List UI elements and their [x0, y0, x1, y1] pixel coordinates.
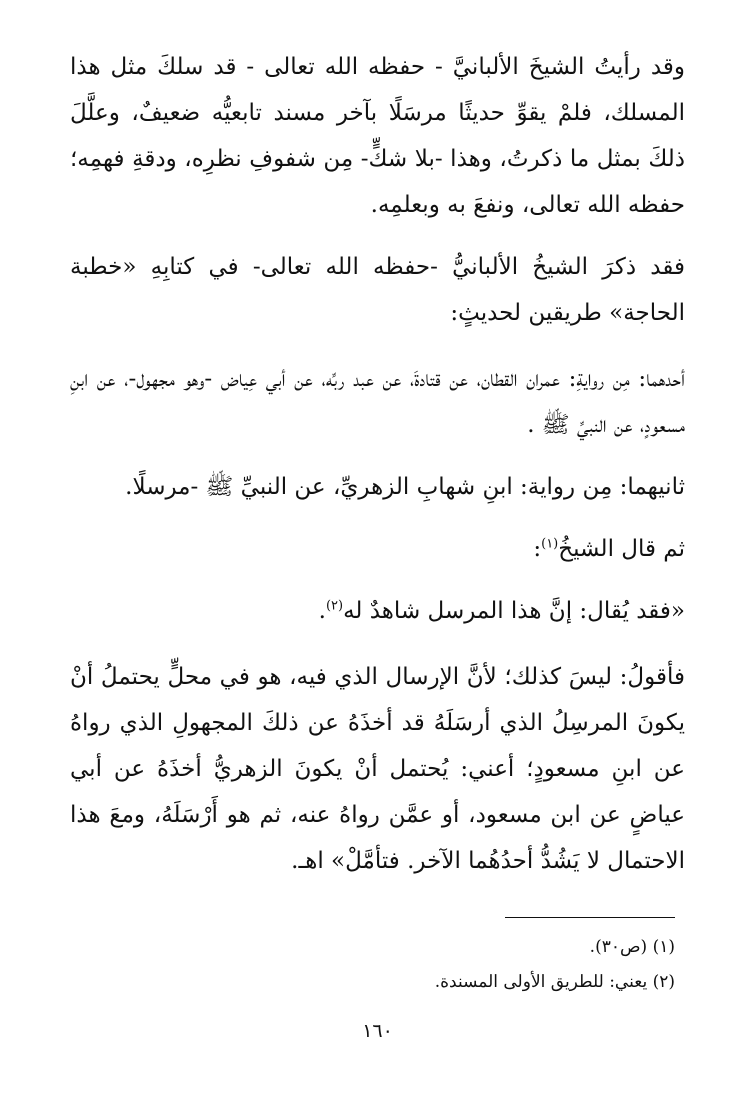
page-number: ١٦٠: [362, 1020, 393, 1042]
footnote-divider: [505, 917, 675, 918]
paragraph-intro: وقد رأيتُ الشيخَ الألبانيَّ - حفظه الله تعالى - قد سلكَ مثل هذا المسلك، فلمْ يقوِّ حديثًا مرسَلًا بآخر مسند تابعيُّه ضعيفٌ، وعلَّلَ ذلكَ بمثل ما ذكرتُ، وهذا -بلا شكٍّ- مِن شفوفِ نظرِه، ودقةِ فهمِه؛ حفظه الله تعالى، ونفعَ به وبعلمِه.: [70, 54, 685, 218]
paragraph-first-route: أحدهما: مِن روايةِ: عمران القطان، عن قتادةَ، عن عبد ربِّه، عن أبي عِياض -وهو مجهول-، عن ابنِ مسعودٍ، عن النبيِّ ﷺ .: [70, 366, 685, 438]
paragraph-quote: [70, 588, 685, 634]
footnotes: [70, 930, 675, 1000]
footnote-2: (٢) يعني: للطريق الأولى المسندة.: [434, 972, 675, 992]
paragraph-second-route: ثانيهما: مِن رواية: ابنِ شهابِ الزهريِّ، عن النبيِّ ﷺ -مرسلًا.: [125, 474, 685, 500]
sheikh-said-colon: :: [533, 536, 542, 562]
paragraph-sheikh-said: [70, 526, 685, 572]
paragraph-khutbat-al-hajah: فقد ذكرَ الشيخُ الألبانيُّ -حفظه الله تعالى- في كتابِهِ «خطبة الحاجة» طريقين لحديثٍ:: [70, 254, 685, 326]
footnote-ref-1: (١): [541, 536, 559, 552]
quote-end: .: [318, 598, 326, 624]
paragraph-response: فأقولُ: ليسَ كذلك؛ لأنَّ الإرسال الذي فيه، هو في محلٍّ يحتملُ أنْ يكونَ المرسِلُ الذي أرسَلَهُ قد أخذَهُ عن ذلكَ المجهولِ الذي رواهُ عن ابنِ مسعودٍ؛ أعني: يُحتمل أنْ يكونَ الزهريُّ أخذَهُ عن أبي عياضٍ عن ابن مسعود، أو عمَّن رواهُ عنه، ثم هو أَرْسَلَهُ، ومعَ هذا الاحتمال لا يَشُدُّ أحدُهُما الآخر. فتأمَّلْ» اهـ.: [70, 664, 685, 874]
footnote-ref-2: (٢): [325, 598, 344, 614]
sheikh-said-text: ثم قال الشيخُ: [558, 536, 685, 562]
quote-text: «فقد يُقال: إنَّ هذا المرسل شاهدٌ له: [343, 598, 685, 624]
footnote-1: (١) (ص٣٠).: [589, 937, 675, 957]
